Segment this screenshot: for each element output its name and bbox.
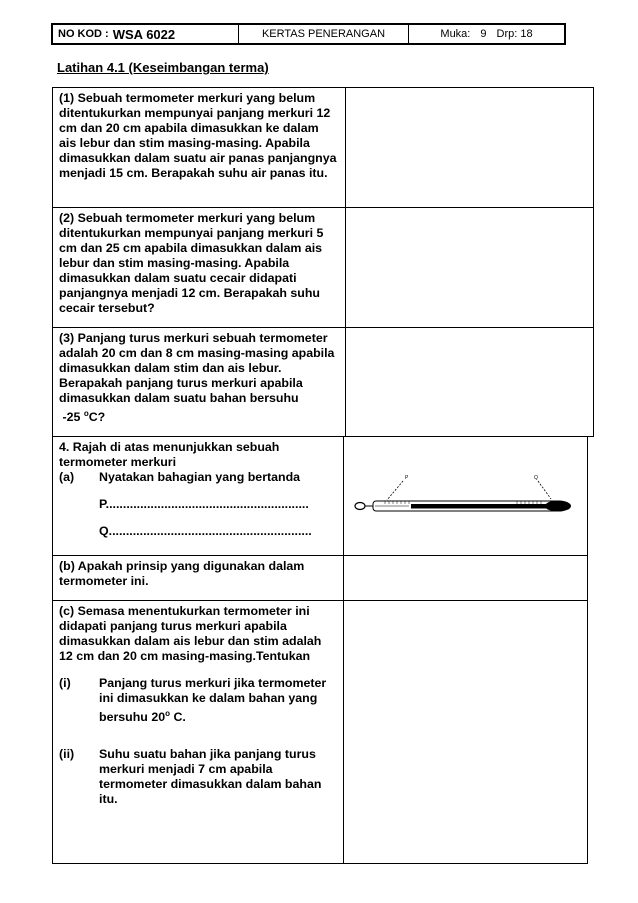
label-q: Q <box>534 475 538 481</box>
page-number: 9 <box>480 28 487 40</box>
answer-4b-cell[interactable] <box>344 556 587 600</box>
answer-3-cell[interactable] <box>346 328 593 436</box>
kod-value: WSA 6022 <box>112 26 176 42</box>
drp-label: Drp: 18 <box>496 28 533 40</box>
answer-1-cell[interactable] <box>346 88 593 207</box>
header-page-cell <box>409 25 564 43</box>
document-header <box>51 23 566 45</box>
question-4b-row <box>53 556 587 601</box>
question-2-text: (2) Sebuah termometer merkuri yang belum ditentukurkan mempunyai panjang merkuri 5 cm dan 25 cm apabila dimasukkan dalam ais lebur dan stim masing-masing. Apabila dimasukkan dalam suatu cecair didapati panjangnya menjadi 12 cm. Berapakah suhu cecair tersebut? <box>53 208 346 327</box>
question-4b-text: (b) Apakah prinsip yang digunakan dalam termometer ini. <box>53 556 344 600</box>
exercise-table-2 <box>52 436 588 864</box>
blank-q[interactable]: Q........................................................... <box>99 524 312 538</box>
question-3-text: (3) Panjang turus merkuri sebuah termometer adalah 20 cm dan 8 cm masing-masing apabila dimasukkan dalam stim dan ais lebur. Berapakah panjang turus merkuri apabila dimasukkan dalam suatu bahan bersuhu -25 $^o$C? <box>53 328 346 436</box>
question-4a-row <box>53 437 587 556</box>
kod-label: NO KOD : <box>58 28 109 40</box>
blank-p[interactable]: P........................................................... <box>99 497 309 511</box>
answer-4c-cell[interactable] <box>344 601 587 863</box>
question-4a-text: 4. Rajah di atas menunjukkan sebuah termometer merkuri (a) Nyatakan bahagian yang bertanda P........................................................... Q........................................................... <box>53 437 344 555</box>
label-p: P <box>405 475 409 481</box>
exercise-table-1 <box>52 87 594 437</box>
question-4c-row <box>53 601 587 863</box>
muka-label: Muka: <box>440 28 471 40</box>
section-title: Latihan 4.1 (Keseimbangan terma) <box>57 60 269 75</box>
header-paper-cell <box>239 25 409 43</box>
answer-2-cell[interactable] <box>346 208 593 327</box>
thermometer-diagram <box>353 461 578 531</box>
question-1-row <box>53 88 593 208</box>
question-2-row <box>53 208 593 328</box>
paper-title: KERTAS PENERANGAN <box>261 28 386 40</box>
thermometer-diagram-cell <box>344 437 587 555</box>
question-4c-text: (c) Semasa menentukurkan termometer ini didapati panjang turus merkuri apabila dimasukkan dalam ais lebur dan stim adalah 12 cm dan 20 cm masing-masing.Tentukan (i) Panjang turus merkuri jika termometer ini dimasukkan ke dalam bahan yang bersuhu 20$^o$ C. (ii) Suhu suatu bahan jika panjang turus merkuri menjadi 7 cm apabila termometer dimasukkan dalam bahan itu. <box>53 601 344 863</box>
header-kod-cell <box>53 25 239 43</box>
question-1-text: (1) Sebuah termometer merkuri yang belum ditentukurkan mempunyai panjang merkuri 12 cm dan 20 cm apabila dimasukkan ke dalam ais lebur dan stim masing-masing. Apabila dimasukkan dalam suatu air panas panjangnya menjadi 15 cm. Berapakah suhu air panas itu. <box>53 88 346 207</box>
question-3-row <box>53 328 593 436</box>
